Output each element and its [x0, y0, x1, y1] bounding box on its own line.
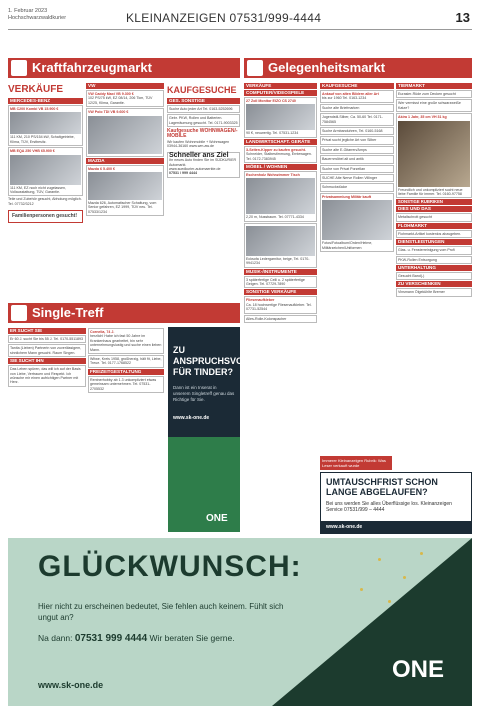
umtausch-promo[interactable]: UMTAUSCHFRIST SCHON LANGE ABGELAUFEN? Bei uns werden Sie alles Überflüssige los. Kleinanzeigen Service 07531/999 – 4444 www.sk-one.de	[320, 472, 472, 534]
ad-briefmarken[interactable]: Suche alte Briefmarken	[320, 104, 394, 112]
table-photo	[246, 178, 315, 214]
kaufgesuche-heading: KAUFGESUCHE	[167, 85, 237, 95]
militaria-photo	[322, 200, 392, 240]
gel-col-3	[396, 82, 472, 454]
confetti-dot	[360, 588, 363, 591]
verschenken-section: ZU VERSCHENKEN	[396, 281, 472, 287]
verkaeufe-heading: VERKÄUFE	[8, 84, 64, 95]
header-title: KLEINANZEIGEN 07531/999-4444	[126, 11, 322, 25]
gel-kaufgesuche: KAUFGESUCHE	[320, 83, 394, 89]
vw-section: VW	[86, 83, 164, 89]
gelegenheit-band: Gelegenheitsmarkt	[244, 58, 472, 78]
flohmarkt-section: FLOHMARKT	[396, 223, 472, 229]
confetti-dot	[403, 576, 406, 579]
gel-verkaeufe: VERKÄUFE	[244, 83, 317, 89]
kfz-band: Kraftfahrzeugmarkt	[8, 58, 240, 78]
ad-schmuck[interactable]: Schmuckstücke	[320, 183, 394, 191]
ad-uhren[interactable]: Suche Armbanduhren, Tel. 0160-5168	[320, 127, 394, 135]
ad-mazda[interactable]: Mazda 6 5.400 € Mazda 626, Automatischer Schaltung, vom Senior gefahren, EZ 1999, TÜV neu. Tel. 07533/1234	[86, 165, 164, 217]
ad-katze[interactable]: Wer vermisst eine große schwarzweiße Katze?	[396, 99, 472, 112]
ad-mb-eqa[interactable]: MB EQA 250 VHB 65.900 € 111 KM, EZ noch nicht zugelassen, Vollausstattung, TÜV, Garantie.	[8, 147, 83, 196]
ad-eurasier[interactable]: Eurasier-Rüde zum Decken gesucht	[396, 90, 472, 98]
ad-bauernmoebel[interactable]: Bauernmöbel alt und antik	[320, 155, 394, 163]
ges-sonstige-section: GES. SONSTIGE	[167, 98, 240, 104]
confetti-dot	[388, 600, 391, 603]
car-photo	[88, 116, 162, 154]
ad-band[interactable]: Gesucht Band(-)	[396, 272, 472, 280]
one-logo: ONE	[206, 513, 228, 524]
ad-er1[interactable]: Er 60 J. sucht Sie bis 55 J. Tel. 0170-5511893	[8, 335, 86, 343]
ad-vw-caddy[interactable]: VW Caddy Maxi VB 9.300 € 102 PS/75 kW, EZ 08/14, 206 Tkm, TÜV 12/25, Klima, Garantie.	[86, 90, 164, 107]
ad-entsorgung[interactable]: PKW-Rollen Entsorgung	[396, 256, 472, 264]
promo-photo	[168, 437, 240, 532]
ad-sie1[interactable]: Das Leben spüren, das will ich auf der Basis von Liebe, Vertrauen und Respekt. Ich wünsche mir einen aufrichtigen Partner mit Herz.	[8, 365, 86, 387]
hearts-icon	[11, 305, 27, 321]
single-band: Single-Treff	[8, 303, 240, 323]
dog-photo	[398, 121, 470, 187]
ad-rolle[interactable]: Alles-Rolle-Kolonspacher	[244, 315, 317, 323]
car-photo	[10, 155, 81, 185]
sonstige-section: SONSTIGE VERKÄUFE	[244, 289, 317, 295]
ad-suche-auto[interactable]: Suche Auto jeder Art Tel. 0163-5252696	[167, 105, 240, 113]
car-photo	[10, 112, 81, 134]
header-date: 1. Februar 2023 Hochschwarzwaldkurier	[8, 8, 67, 21]
ad-militaer[interactable]: Privatsammlung Militär kauft Fotos/Fotoalbum/Orden/Helme, Militärzeichen/Uniformen	[320, 193, 394, 252]
ad-mb-c200[interactable]: MB C200 Kombi VB 15.900 € 111 KM, 210 PS/154 kW, Schaltgetriebe, Klima, TÜV, Erstbesitz.	[8, 105, 83, 146]
gel-col-2	[320, 82, 394, 454]
ad-flohmarkt[interactable]: Flohmarkt-Artikel kostenlos abzugeben.	[396, 230, 472, 238]
promo-url[interactable]: www.sk-one.de	[38, 680, 104, 690]
ad-schrott[interactable]: Metallschrott gesucht	[396, 213, 472, 221]
ad-ecksofa[interactable]: Ecksofa Ledergarnitur, beige, Tel. 0170-9941234	[244, 223, 317, 268]
ad-privat-silber[interactable]: Privat sucht jegliche Art von Silber	[320, 136, 394, 144]
ad-akira[interactable]: Akira 1 Jahr, 35 cm VH 31 kg Freundlich und unkompliziert sucht neue liebe Familie für immer. Tel. 0160-97758	[396, 113, 472, 198]
sie-sucht-ihn: SIE SUCHT IHN	[8, 358, 86, 364]
confetti-dot	[378, 558, 381, 561]
ad-silber[interactable]: Jugendstil-Silber, Ca. 50-60 Tel. 0171-7584565	[320, 113, 394, 126]
single-col-1	[8, 327, 86, 532]
monitor-photo	[246, 104, 315, 130]
wohnwagen-text: Wir kaufen Wohnmobile + Wohnwagen 03944-36160 www.wm-aw.de	[167, 140, 230, 149]
sofa-photo	[246, 226, 315, 256]
page-header	[8, 8, 472, 30]
er-sucht-sie: ER SUCHT SIE	[8, 328, 86, 334]
ad-er2[interactable]: Tanita (Lieben) Partnerin von zuverlässigem, sinnlichem Mann gesucht. Raum Singen.	[8, 344, 86, 357]
ad-text: Teile und Zubehör gesucht, Abholung möglich. Tel. 07732/3212	[8, 197, 82, 206]
tinder-promo[interactable]: ZU ANSPRUCHSVOLL FÜR TINDER? Dann ist ein Inserat in unserem Singletreff genau das Richtige für Sie. www.sk-one.de ONE	[168, 327, 240, 532]
wohnwagen-heading: Kaufgesuche WOHNWAGEN/-MOBILE	[167, 128, 238, 139]
ad-gitarren[interactable]: Suche alte E-Gitarren/Amps	[320, 146, 394, 154]
schneller-ad[interactable]: Schneller ans Ziel Ihr neues Auto finden Sie im SÜDKURIER Automarkt. www.suedkurier-automaerkte.de 07531 / 999 4444	[167, 152, 240, 178]
kfz-col-2	[86, 82, 164, 300]
musik-section: MUSIK-/INSTRUMENTE	[244, 269, 317, 275]
gel-col-1	[244, 82, 317, 532]
ad-freizeit[interactable]: Rentnerhobby ab 1.3 unkompliziert etwas gemeinsam unternehmen. Tel. 07531-2705532	[88, 376, 164, 393]
dienst-section: DIENSTLEISTUNGEN	[396, 239, 472, 245]
promo-line2: Na dann: 07531 999 4444 Wir beraten Sie gerne.	[38, 633, 235, 644]
ad-witwe[interactable]: Witwe, Kreis 1958, großherzig, hält fit, Liebe, Treue. Tel. 0177-1768522	[88, 355, 164, 368]
unterhaltung-section: UNTERHALTUNG	[396, 265, 472, 271]
tiermarkt-section: TIERMARKT	[396, 83, 472, 89]
ad-glas[interactable]: Glas- u. Fensterreinigung vom Profi	[396, 246, 472, 254]
kfz-col-3	[167, 82, 240, 300]
page-number: 13	[455, 10, 470, 25]
family-ad[interactable]: Familienpersonen gesucht!	[8, 210, 83, 222]
car-photo	[88, 172, 162, 200]
promo-line1: Hier nicht zu erscheinen bedeutet, Sie fehlen auch keinem. Fühlt sich ungut an?	[38, 602, 284, 622]
ad-vinsmann[interactable]: Vinsmann Ölgekühlte Bremer	[396, 288, 472, 296]
promo-title: GLÜCKWUNSCH:	[38, 550, 302, 583]
moebel-section: MÖBEL / WOHNEN	[244, 164, 317, 170]
ad-bilder[interactable]: Ankauf von alten Bildern aller Art bis zur 1960 Tel. 0163-1234	[320, 90, 394, 103]
freizeit-section: FREIZEITGESTALTUNG	[88, 369, 164, 375]
ad-nerve[interactable]: SUCHE Alte Nerve Rollen Villinger	[320, 174, 394, 182]
sonstige-rubriken: SONSTIGE RUBRIKEN	[396, 199, 472, 205]
computer-section: COMPUTER/VIDEOSPIELE	[244, 90, 317, 96]
dies-das-section: DIES UND DAS	[396, 206, 472, 212]
ad-vw-polo[interactable]: VW Polo TDI VB 9.600 €	[86, 108, 164, 156]
ad-cornelia[interactable]: Cornelia, 74 J. herzlich! Habe ich fast 50 Jahre im Krankenhaus gearbeitet, bin sehr unternehmungslustig und suche einen lieben Mann.	[88, 328, 164, 354]
single-col-2	[88, 327, 164, 532]
ad-monitor[interactable]: 27 Zoll Monitor EIZO CS 2740 90 €, neuwertig. Tel. 07531-1234	[244, 97, 317, 138]
ad-kipper[interactable]: 3-Seiten-Kipper zu kaufen gesucht. Schneider, Stalbestimmung, Erntewagen. Tel. 0172-7383945	[244, 146, 317, 163]
landwirtschaft-section: LANDWIRTSCHAFT. GERÄTE	[244, 139, 317, 145]
confetti-dot	[420, 552, 423, 555]
rubrik-box: Immerer Kleinanzeigen Rubrik: Was Leser verkauft wurde	[320, 456, 392, 470]
mazda-section: MAZDA	[86, 158, 164, 164]
one-logo: ONE	[391, 656, 444, 683]
mercedes-section: MERCEDES-BENZ	[8, 98, 83, 104]
glueckwunsch-promo[interactable]	[8, 538, 472, 706]
kfz-col-1	[8, 82, 83, 300]
ad-celli[interactable]: 3 späterfertige Celli u. 2 späterfertige Geigen. Tel. 07729-7890	[244, 276, 317, 289]
ad-tisch[interactable]: Eschenholz Wohnzimmer Tisch 2,20 m, Nussbaum. Tel. 07771-4334	[244, 171, 317, 222]
ad-gebr-pkw[interactable]: Gebr. PKW, Rollen und Batterien. Lagerräumung gesucht. Tel. 0171-9003325	[167, 114, 240, 127]
car-icon	[11, 60, 27, 76]
box-icon	[247, 60, 263, 76]
ad-porzellan[interactable]: Suche von Privat Porzellan	[320, 165, 394, 173]
ad-fliesen[interactable]: Fliesenaufkleber Ca. 18 hochwertige Fliesenaufkleber. Tel. 07731-52544	[244, 296, 317, 313]
